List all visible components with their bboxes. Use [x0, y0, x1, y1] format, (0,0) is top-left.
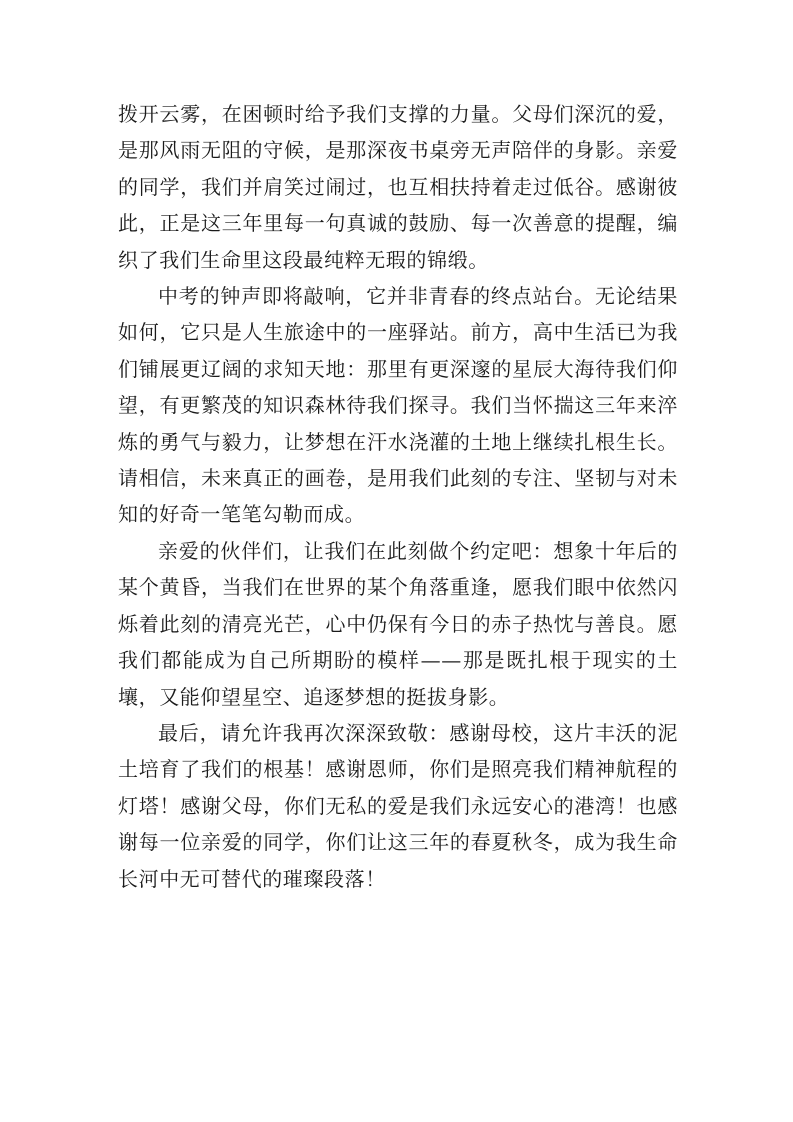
paragraph-promise: 亲爱的伙伴们，让我们在此刻做个约定吧：想象十年后的某个黄昏，当我们在世界的某个角落重逢，愿我们眼中依然闪烁着此刻的清亮光芒，心中仍保有今日的赤子热忱与善良。愿我们都能成为自己所期盼的模样——那是既扎根于现实的土壤，又能仰望星空、追逐梦想的挺拔身影。 [118, 538, 678, 709]
paragraph-exam: 中考的钟声即将敲响，它并非青春的终点站台。无论结果如何，它只是人生旅途中的一座驿站。前方，高中生活已为我们铺展更辽阔的求知天地：那里有更深邃的星辰大海待我们仰望，有更繁茂的知识森林待我们探寻。我们当怀揣这三年来淬炼的勇气与毅力，让梦想在汗水浇灌的土地上继续扎根生长。请相信，未来真正的画卷，是用我们此刻的专注、坚韧与对未知的好奇一笔笔勾勒而成。 [118, 284, 678, 527]
paragraph-gratitude: 最后，请允许我再次深深致敬：感谢母校，这片丰沃的泥土培育了我们的根基！感谢恩师，你们是照亮我们精神航程的灯塔！感谢父母，你们无私的爱是我们永远安心的港湾！也感谢每一位亲爱的同学，你们让这三年的春夏秋冬，成为我生命长河中无可替代的璀璨段落！ [118, 720, 678, 891]
paragraph-continuation: 拨开云雾，在困顿时给予我们支撑的力量。父母们深沉的爱，是那风雨无阻的守候，是那深夜书桌旁无声陪伴的身影。亲爱的同学，我们并肩笑过闹过，也互相扶持着走过低谷。感谢彼此，正是这三年里每一句真诚的鼓励、每一次善意的提醒，编织了我们生命里这段最纯粹无瑕的锦缎。 [118, 102, 678, 272]
document-page [118, 96, 678, 897]
